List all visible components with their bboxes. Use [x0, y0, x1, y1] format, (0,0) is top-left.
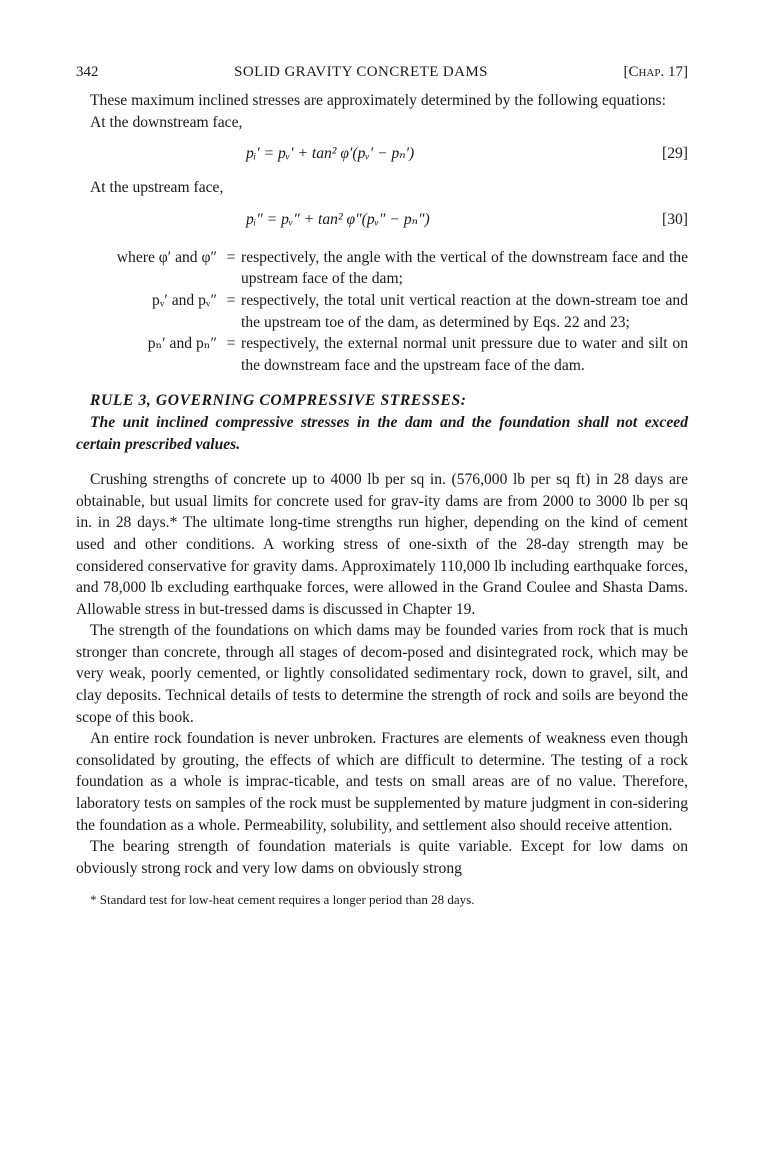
page-number: 342: [76, 64, 99, 80]
running-header: [76, 62, 688, 90]
running-title: SOLID GRAVITY CONCRETE DAMS: [234, 64, 488, 80]
chapter-marker: [Chap. 17]: [623, 64, 688, 80]
definition-equals: =: [226, 291, 236, 309]
body-paragraph: The strength of the foundations on which dams may be founded varies from rock that is much stronger than concrete, through all stages of decom-posed and disintegrated rock, which may be very weak, poorly cemented, or lightly consolidated sedimentary rock, down to gravel, silt, and clay deposits. Technical details of tests to determine the strength of rock and soils are beyond the scope of this book.: [76, 622, 688, 726]
definition-text: respectively, the total unit vertical reaction at the down-stream toe and the upstream toe of the dam, as determined by Eqs. 22 and 23;: [241, 291, 688, 331]
body-paragraph: The bearing strength of foundation materials is quite variable. Except for low dams on obviously strong rock and very low dams on obviously strong: [76, 838, 688, 877]
definition-text: respectively, the angle with the vertical of the downstream face and the upstream face of the dam;: [241, 248, 688, 288]
rule-heading: RULE 3, GOVERNING COMPRESSIVE STRESSES:: [90, 392, 467, 410]
upstream-label: At the upstream face,: [90, 179, 224, 197]
definition-item: [76, 333, 688, 376]
book-page: [76, 62, 688, 911]
footnote: * Standard test for low-heat cement requires a longer period than 28 days.: [90, 892, 475, 908]
equation-number: [30]: [662, 210, 688, 228]
definition-equals: =: [226, 335, 236, 353]
intro-paragraph: These maximum inclined stresses are approximately determined by the following equations:: [90, 92, 666, 109]
body-paragraph: An entire rock foundation is never unbroken. Fractures are elements of weakness even though consolidated by grouting, the effects of which are difficult to determine. The testing of a rock foundation as a whole is imprac-ticable, and tests on small areas are of no value. Therefore, laboratory tests on samples of the rock must be supplemented by mature judgment in con-sidering the foundation as a whole. Permeability, solubility, and settlement also should receive attention.: [76, 730, 688, 834]
definition-term: where φ′ and φ″: [116, 248, 217, 266]
body-paragraph: Crushing strengths of concrete up to 4000 lb per sq in. (576,000 lb per sq ft) in 28 days are obtainable, but usual limits for concrete used for grav-ity dams are from 2000 to 3000 lb per sq in. in 28 days.* The ultimate long-time strengths run higher, depending on the kind of cement used and other conditions. A working stress of one-sixth of the 28-day strength may be considered conservative for gravity dams. Approximately 110,000 lb including earthquake forces, and 78,000 lb excluding earthquake forces, were allowed in the Grand Coulee and Shasta Dams. Allowable stress in but-tressed dams is discussed in Chapter 19.: [76, 471, 688, 618]
equation-number: [29]: [662, 145, 688, 163]
equation-30: [76, 199, 688, 243]
definition-term: pₙ′ and pₙ″: [147, 335, 217, 353]
downstream-label: At the downstream face,: [90, 113, 243, 131]
equation-formula: pᵢ″ = pᵥ″ + tan² φ″(pᵥ″ − pₙ″): [246, 210, 430, 228]
definition-text: respectively, the external normal unit pressure due to water and silt on the downstream face and the upstream face of the dam.: [241, 335, 688, 374]
definition-item: [76, 247, 688, 290]
equation-29: [76, 133, 688, 177]
definition-equals: =: [226, 248, 236, 266]
rule-text: The unit inclined compressive stresses in the dam and the foundation shall not exceed certain prescribed values.: [76, 413, 688, 453]
definitions-list: [76, 247, 688, 377]
definition-item: [76, 290, 688, 333]
equation-formula: pᵢ′ = pᵥ′ + tan² φ′(pᵥ′ − pₙ′): [246, 145, 415, 163]
definition-term: pᵥ′ and pᵥ″: [152, 291, 217, 309]
